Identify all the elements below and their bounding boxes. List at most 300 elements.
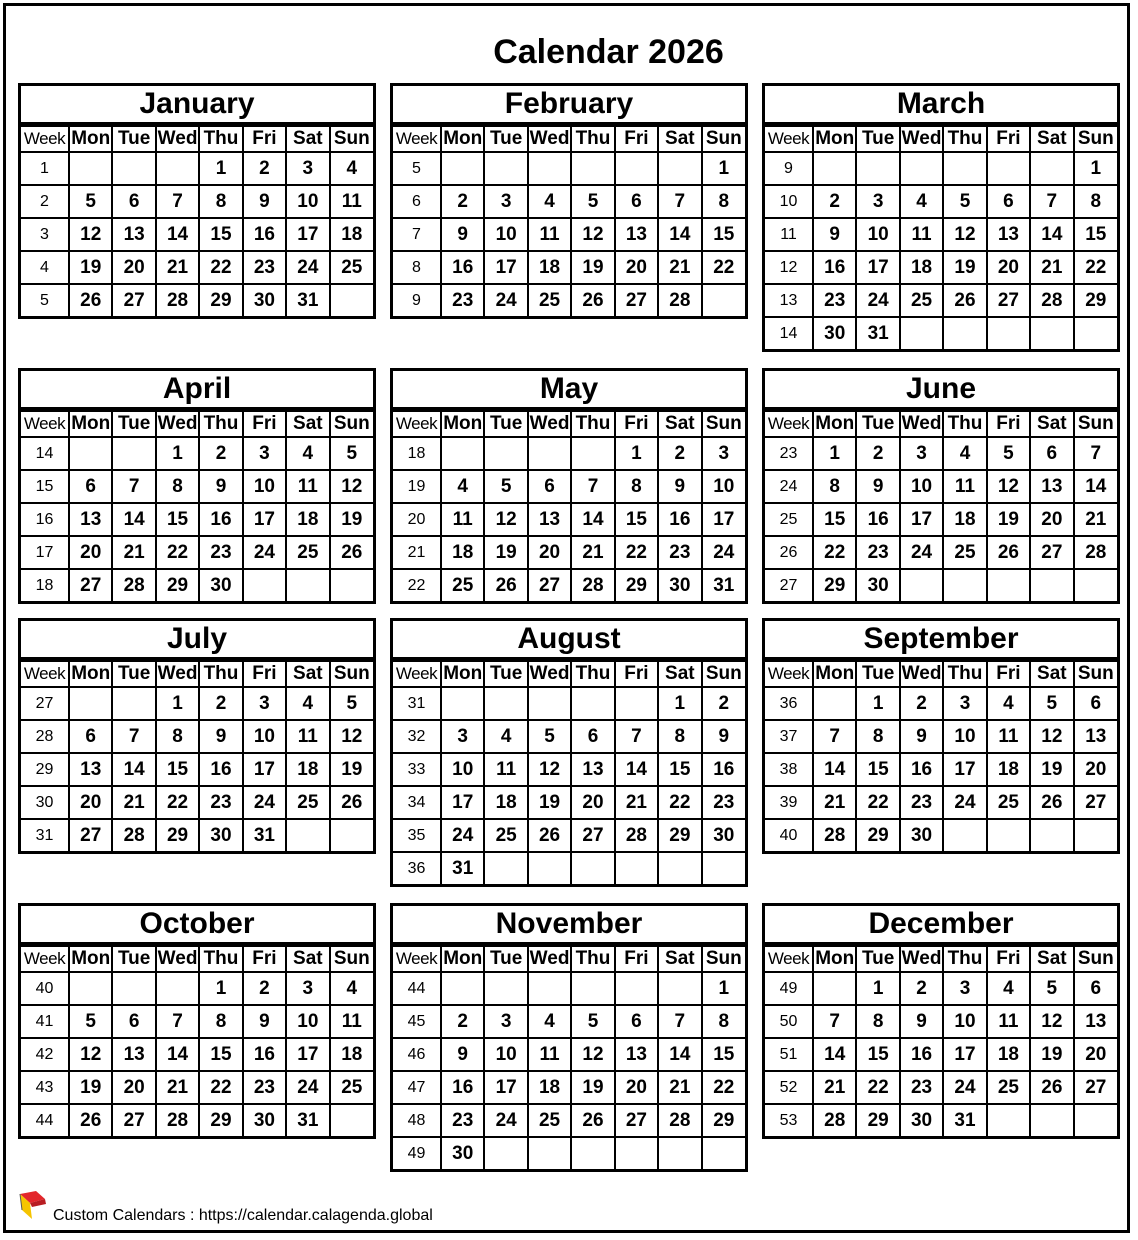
weekday-header-sat: Sat — [658, 411, 701, 437]
day-cell: 25 — [987, 786, 1030, 819]
weekday-header-mon: Mon — [813, 661, 856, 687]
empty-day-cell — [658, 972, 701, 1005]
week-row — [765, 1104, 1117, 1136]
day-cell: 27 — [1074, 1071, 1117, 1104]
day-cell: 28 — [112, 569, 155, 601]
weekday-header-wed: Wed — [528, 946, 571, 972]
day-cell: 11 — [286, 470, 329, 503]
day-cell: 26 — [943, 284, 986, 317]
empty-day-cell — [1030, 569, 1073, 601]
day-cell: 15 — [813, 503, 856, 536]
day-cell: 9 — [702, 720, 745, 753]
week-row — [765, 152, 1117, 185]
empty-day-cell — [702, 1137, 745, 1169]
day-cell: 6 — [571, 720, 614, 753]
week-row — [393, 852, 745, 884]
week-column-header: Week — [21, 126, 69, 152]
weekday-header-row — [765, 411, 1117, 437]
week-column-header: Week — [765, 661, 813, 687]
month-june — [762, 368, 1120, 604]
day-cell: 15 — [156, 753, 199, 786]
day-cell: 3 — [702, 437, 745, 470]
empty-day-cell — [571, 152, 614, 185]
weekday-header-sun: Sun — [1074, 411, 1117, 437]
day-cell: 29 — [813, 569, 856, 601]
day-cell: 1 — [615, 437, 658, 470]
day-cell: 10 — [243, 720, 286, 753]
week-row — [21, 185, 373, 218]
week-row — [393, 1104, 745, 1137]
day-cell: 21 — [112, 786, 155, 819]
week-row — [393, 1137, 745, 1169]
week-row — [21, 1038, 373, 1071]
week-number: 27 — [765, 569, 813, 601]
day-cell: 31 — [286, 284, 329, 316]
week-row — [393, 185, 745, 218]
week-row — [765, 786, 1117, 819]
day-cell: 21 — [813, 786, 856, 819]
day-cell: 10 — [702, 470, 745, 503]
day-cell: 24 — [286, 1071, 329, 1104]
footer-credit: Custom Calendars : https://calendar.calagenda.global — [53, 1207, 433, 1224]
day-cell: 21 — [658, 251, 701, 284]
day-cell: 21 — [813, 1071, 856, 1104]
week-number: 36 — [765, 687, 813, 720]
week-row — [765, 503, 1117, 536]
day-cell: 1 — [658, 687, 701, 720]
day-cell: 3 — [484, 1005, 527, 1038]
day-cell: 1 — [156, 687, 199, 720]
empty-day-cell — [813, 152, 856, 185]
day-cell: 6 — [69, 470, 112, 503]
month-table — [21, 945, 373, 1136]
day-cell: 22 — [813, 536, 856, 569]
week-row — [21, 1005, 373, 1038]
week-number: 8 — [393, 251, 441, 284]
week-number: 50 — [765, 1005, 813, 1038]
day-cell: 14 — [112, 753, 155, 786]
day-cell: 20 — [69, 536, 112, 569]
weekday-header-wed: Wed — [528, 661, 571, 687]
day-cell: 5 — [528, 720, 571, 753]
day-cell: 6 — [112, 185, 155, 218]
week-row — [393, 1038, 745, 1071]
day-cell: 10 — [286, 185, 329, 218]
week-column-header: Week — [21, 946, 69, 972]
day-cell: 30 — [856, 569, 899, 601]
weekday-header-tue: Tue — [856, 126, 899, 152]
week-row — [393, 819, 745, 852]
week-number: 2 — [21, 185, 69, 218]
week-number: 48 — [393, 1104, 441, 1137]
empty-day-cell — [615, 687, 658, 720]
day-cell: 28 — [156, 1104, 199, 1136]
weekday-header-sat: Sat — [658, 661, 701, 687]
week-column-header: Week — [393, 411, 441, 437]
weekday-header-wed: Wed — [156, 661, 199, 687]
day-cell: 22 — [702, 1071, 745, 1104]
week-number: 14 — [21, 437, 69, 470]
week-row — [765, 437, 1117, 470]
day-cell: 26 — [528, 819, 571, 852]
day-cell: 8 — [702, 185, 745, 218]
day-cell: 20 — [69, 786, 112, 819]
empty-day-cell — [112, 437, 155, 470]
day-cell: 18 — [286, 503, 329, 536]
day-cell: 11 — [441, 503, 484, 536]
week-row — [21, 819, 373, 851]
week-row — [21, 470, 373, 503]
day-cell: 15 — [856, 753, 899, 786]
weekday-header-mon: Mon — [813, 946, 856, 972]
day-cell: 4 — [900, 185, 943, 218]
day-cell: 12 — [330, 720, 373, 753]
day-cell: 24 — [286, 251, 329, 284]
day-cell: 11 — [528, 1038, 571, 1071]
weekday-header-sat: Sat — [286, 946, 329, 972]
day-cell: 2 — [243, 152, 286, 185]
month-may — [390, 368, 748, 604]
day-cell: 1 — [199, 152, 242, 185]
day-cell: 31 — [441, 852, 484, 884]
day-cell: 25 — [441, 569, 484, 601]
week-row — [393, 720, 745, 753]
day-cell: 16 — [813, 251, 856, 284]
weekday-header-thu: Thu — [199, 946, 242, 972]
weekday-header-wed: Wed — [528, 411, 571, 437]
day-cell: 16 — [856, 503, 899, 536]
day-cell: 21 — [658, 1071, 701, 1104]
week-number: 14 — [765, 317, 813, 349]
day-cell: 23 — [441, 284, 484, 316]
weekday-header-tue: Tue — [112, 126, 155, 152]
day-cell: 18 — [330, 218, 373, 251]
day-cell: 18 — [330, 1038, 373, 1071]
day-cell: 12 — [943, 218, 986, 251]
week-row — [21, 1071, 373, 1104]
day-cell: 3 — [441, 720, 484, 753]
day-cell: 19 — [330, 753, 373, 786]
week-row — [765, 470, 1117, 503]
week-number: 35 — [393, 819, 441, 852]
weekday-header-row — [765, 661, 1117, 687]
day-cell: 19 — [330, 503, 373, 536]
weekday-header-tue: Tue — [484, 661, 527, 687]
weekday-header-fri: Fri — [243, 126, 286, 152]
day-cell: 14 — [1030, 218, 1073, 251]
weekday-header-sat: Sat — [658, 946, 701, 972]
day-cell: 13 — [1030, 470, 1073, 503]
day-cell: 22 — [702, 251, 745, 284]
weekday-header-row — [21, 126, 373, 152]
empty-day-cell — [900, 152, 943, 185]
week-row — [765, 753, 1117, 786]
empty-day-cell — [441, 152, 484, 185]
day-cell: 17 — [943, 1038, 986, 1071]
day-cell: 27 — [571, 819, 614, 852]
week-number: 44 — [21, 1104, 69, 1136]
day-cell: 9 — [441, 1038, 484, 1071]
day-cell: 18 — [286, 753, 329, 786]
day-cell: 9 — [658, 470, 701, 503]
month-february — [390, 83, 748, 319]
empty-day-cell — [943, 317, 986, 349]
week-number: 39 — [765, 786, 813, 819]
day-cell: 15 — [702, 1038, 745, 1071]
day-cell: 5 — [69, 185, 112, 218]
week-row — [393, 753, 745, 786]
day-cell: 28 — [615, 819, 658, 852]
day-cell: 5 — [330, 437, 373, 470]
day-cell: 8 — [856, 1005, 899, 1038]
week-row — [393, 972, 745, 1005]
day-cell: 17 — [286, 218, 329, 251]
day-cell: 3 — [286, 152, 329, 185]
empty-day-cell — [1074, 317, 1117, 349]
day-cell: 30 — [441, 1137, 484, 1169]
week-number: 13 — [765, 284, 813, 317]
day-cell: 29 — [702, 1104, 745, 1137]
weekday-header-sat: Sat — [286, 126, 329, 152]
empty-day-cell — [528, 852, 571, 884]
month-march — [762, 83, 1120, 352]
week-number: 18 — [21, 569, 69, 601]
empty-day-cell — [441, 687, 484, 720]
weekday-header-wed: Wed — [900, 126, 943, 152]
weekday-header-thu: Thu — [571, 411, 614, 437]
month-title: November — [393, 906, 745, 945]
week-number: 9 — [765, 152, 813, 185]
day-cell: 11 — [943, 470, 986, 503]
day-cell: 20 — [615, 1071, 658, 1104]
week-number: 22 — [393, 569, 441, 601]
empty-day-cell — [243, 569, 286, 601]
day-cell: 24 — [484, 284, 527, 316]
day-cell: 16 — [243, 1038, 286, 1071]
weekday-header-tue: Tue — [112, 946, 155, 972]
day-cell: 25 — [943, 536, 986, 569]
week-number: 31 — [393, 687, 441, 720]
week-column-header: Week — [393, 126, 441, 152]
day-cell: 21 — [1074, 503, 1117, 536]
weekday-header-wed: Wed — [156, 946, 199, 972]
day-cell: 2 — [658, 437, 701, 470]
day-cell: 13 — [112, 218, 155, 251]
week-number: 43 — [21, 1071, 69, 1104]
empty-day-cell — [943, 819, 986, 851]
day-cell: 16 — [441, 251, 484, 284]
day-cell: 14 — [1074, 470, 1117, 503]
day-cell: 2 — [199, 437, 242, 470]
day-cell: 8 — [658, 720, 701, 753]
page-title: Calendar 2026 — [493, 33, 724, 71]
week-number: 30 — [21, 786, 69, 819]
day-cell: 25 — [330, 251, 373, 284]
day-cell: 20 — [615, 251, 658, 284]
weekday-header-row — [393, 411, 745, 437]
day-cell: 19 — [528, 786, 571, 819]
week-number: 5 — [393, 152, 441, 185]
day-cell: 7 — [156, 185, 199, 218]
day-cell: 10 — [900, 470, 943, 503]
day-cell: 16 — [199, 753, 242, 786]
day-cell: 23 — [199, 786, 242, 819]
weekday-header-tue: Tue — [484, 946, 527, 972]
day-cell: 25 — [286, 786, 329, 819]
day-cell: 30 — [243, 1104, 286, 1136]
day-cell: 22 — [856, 1071, 899, 1104]
week-number: 21 — [393, 536, 441, 569]
weekday-header-fri: Fri — [615, 946, 658, 972]
weekday-header-fri: Fri — [243, 411, 286, 437]
day-cell: 12 — [528, 753, 571, 786]
day-cell: 25 — [987, 1071, 1030, 1104]
day-cell: 8 — [856, 720, 899, 753]
weekday-header-tue: Tue — [484, 126, 527, 152]
day-cell: 1 — [856, 972, 899, 1005]
day-cell: 12 — [330, 470, 373, 503]
day-cell: 14 — [156, 1038, 199, 1071]
empty-day-cell — [156, 152, 199, 185]
day-cell: 17 — [856, 251, 899, 284]
week-column-header: Week — [765, 126, 813, 152]
day-cell: 2 — [900, 687, 943, 720]
week-column-header: Week — [393, 661, 441, 687]
week-number: 5 — [21, 284, 69, 316]
day-cell: 5 — [330, 687, 373, 720]
weekday-header-sat: Sat — [1030, 946, 1073, 972]
day-cell: 23 — [441, 1104, 484, 1137]
empty-day-cell — [441, 972, 484, 1005]
day-cell: 18 — [528, 1071, 571, 1104]
month-title: May — [393, 371, 745, 410]
weekday-header-sat: Sat — [658, 126, 701, 152]
empty-day-cell — [1030, 152, 1073, 185]
day-cell: 8 — [156, 720, 199, 753]
day-cell: 6 — [528, 470, 571, 503]
month-title: June — [765, 371, 1117, 410]
day-cell: 9 — [199, 470, 242, 503]
day-cell: 9 — [856, 470, 899, 503]
day-cell: 12 — [69, 218, 112, 251]
day-cell: 17 — [943, 753, 986, 786]
day-cell: 29 — [156, 569, 199, 601]
day-cell: 5 — [484, 470, 527, 503]
day-cell: 25 — [900, 284, 943, 317]
empty-day-cell — [571, 437, 614, 470]
empty-day-cell — [528, 152, 571, 185]
empty-day-cell — [702, 852, 745, 884]
week-number: 33 — [393, 753, 441, 786]
day-cell: 8 — [813, 470, 856, 503]
week-column-header: Week — [765, 946, 813, 972]
day-cell: 18 — [943, 503, 986, 536]
day-cell: 7 — [658, 1005, 701, 1038]
month-table — [393, 125, 745, 316]
week-number: 38 — [765, 753, 813, 786]
weekday-header-fri: Fri — [987, 946, 1030, 972]
day-cell: 25 — [528, 1104, 571, 1137]
empty-day-cell — [813, 687, 856, 720]
day-cell: 9 — [243, 1005, 286, 1038]
week-number: 18 — [393, 437, 441, 470]
week-number: 45 — [393, 1005, 441, 1038]
week-row — [765, 972, 1117, 1005]
month-november — [390, 903, 748, 1172]
day-cell: 30 — [658, 569, 701, 601]
week-row — [21, 536, 373, 569]
day-cell: 15 — [658, 753, 701, 786]
weekday-header-tue: Tue — [856, 661, 899, 687]
week-number: 17 — [21, 536, 69, 569]
day-cell: 14 — [813, 753, 856, 786]
day-cell: 11 — [484, 753, 527, 786]
day-cell: 4 — [987, 972, 1030, 1005]
empty-day-cell — [943, 569, 986, 601]
weekday-header-sat: Sat — [1030, 126, 1073, 152]
day-cell: 31 — [286, 1104, 329, 1136]
day-cell: 28 — [571, 569, 614, 601]
day-cell: 27 — [69, 819, 112, 851]
day-cell: 1 — [856, 687, 899, 720]
day-cell: 28 — [658, 1104, 701, 1137]
weekday-header-fri: Fri — [243, 946, 286, 972]
day-cell: 15 — [856, 1038, 899, 1071]
day-cell: 16 — [199, 503, 242, 536]
month-title: July — [21, 621, 373, 660]
day-cell: 31 — [856, 317, 899, 349]
week-number: 7 — [393, 218, 441, 251]
week-row — [765, 819, 1117, 851]
day-cell: 27 — [615, 284, 658, 316]
week-column-header: Week — [393, 946, 441, 972]
day-cell: 30 — [199, 569, 242, 601]
day-cell: 21 — [615, 786, 658, 819]
weekday-header-thu: Thu — [571, 946, 614, 972]
day-cell: 15 — [199, 218, 242, 251]
weekday-header-thu: Thu — [199, 411, 242, 437]
weekday-header-wed: Wed — [900, 661, 943, 687]
day-cell: 23 — [702, 786, 745, 819]
day-cell: 12 — [571, 218, 614, 251]
month-title: August — [393, 621, 745, 660]
week-row — [21, 1104, 373, 1136]
day-cell: 2 — [199, 687, 242, 720]
empty-day-cell — [943, 152, 986, 185]
empty-day-cell — [1030, 1104, 1073, 1136]
day-cell: 2 — [441, 185, 484, 218]
day-cell: 15 — [156, 503, 199, 536]
empty-day-cell — [484, 972, 527, 1005]
day-cell: 27 — [528, 569, 571, 601]
day-cell: 27 — [69, 569, 112, 601]
weekday-header-sun: Sun — [702, 411, 745, 437]
day-cell: 14 — [615, 753, 658, 786]
week-row — [765, 185, 1117, 218]
week-number: 34 — [393, 786, 441, 819]
day-cell: 19 — [1030, 753, 1073, 786]
weekday-header-row — [21, 946, 373, 972]
week-row — [21, 284, 373, 316]
month-table — [21, 125, 373, 316]
weekday-header-tue: Tue — [856, 411, 899, 437]
day-cell: 4 — [528, 1005, 571, 1038]
day-cell: 13 — [1074, 1005, 1117, 1038]
week-row — [393, 437, 745, 470]
day-cell: 24 — [856, 284, 899, 317]
weekday-header-sun: Sun — [330, 946, 373, 972]
day-cell: 2 — [441, 1005, 484, 1038]
